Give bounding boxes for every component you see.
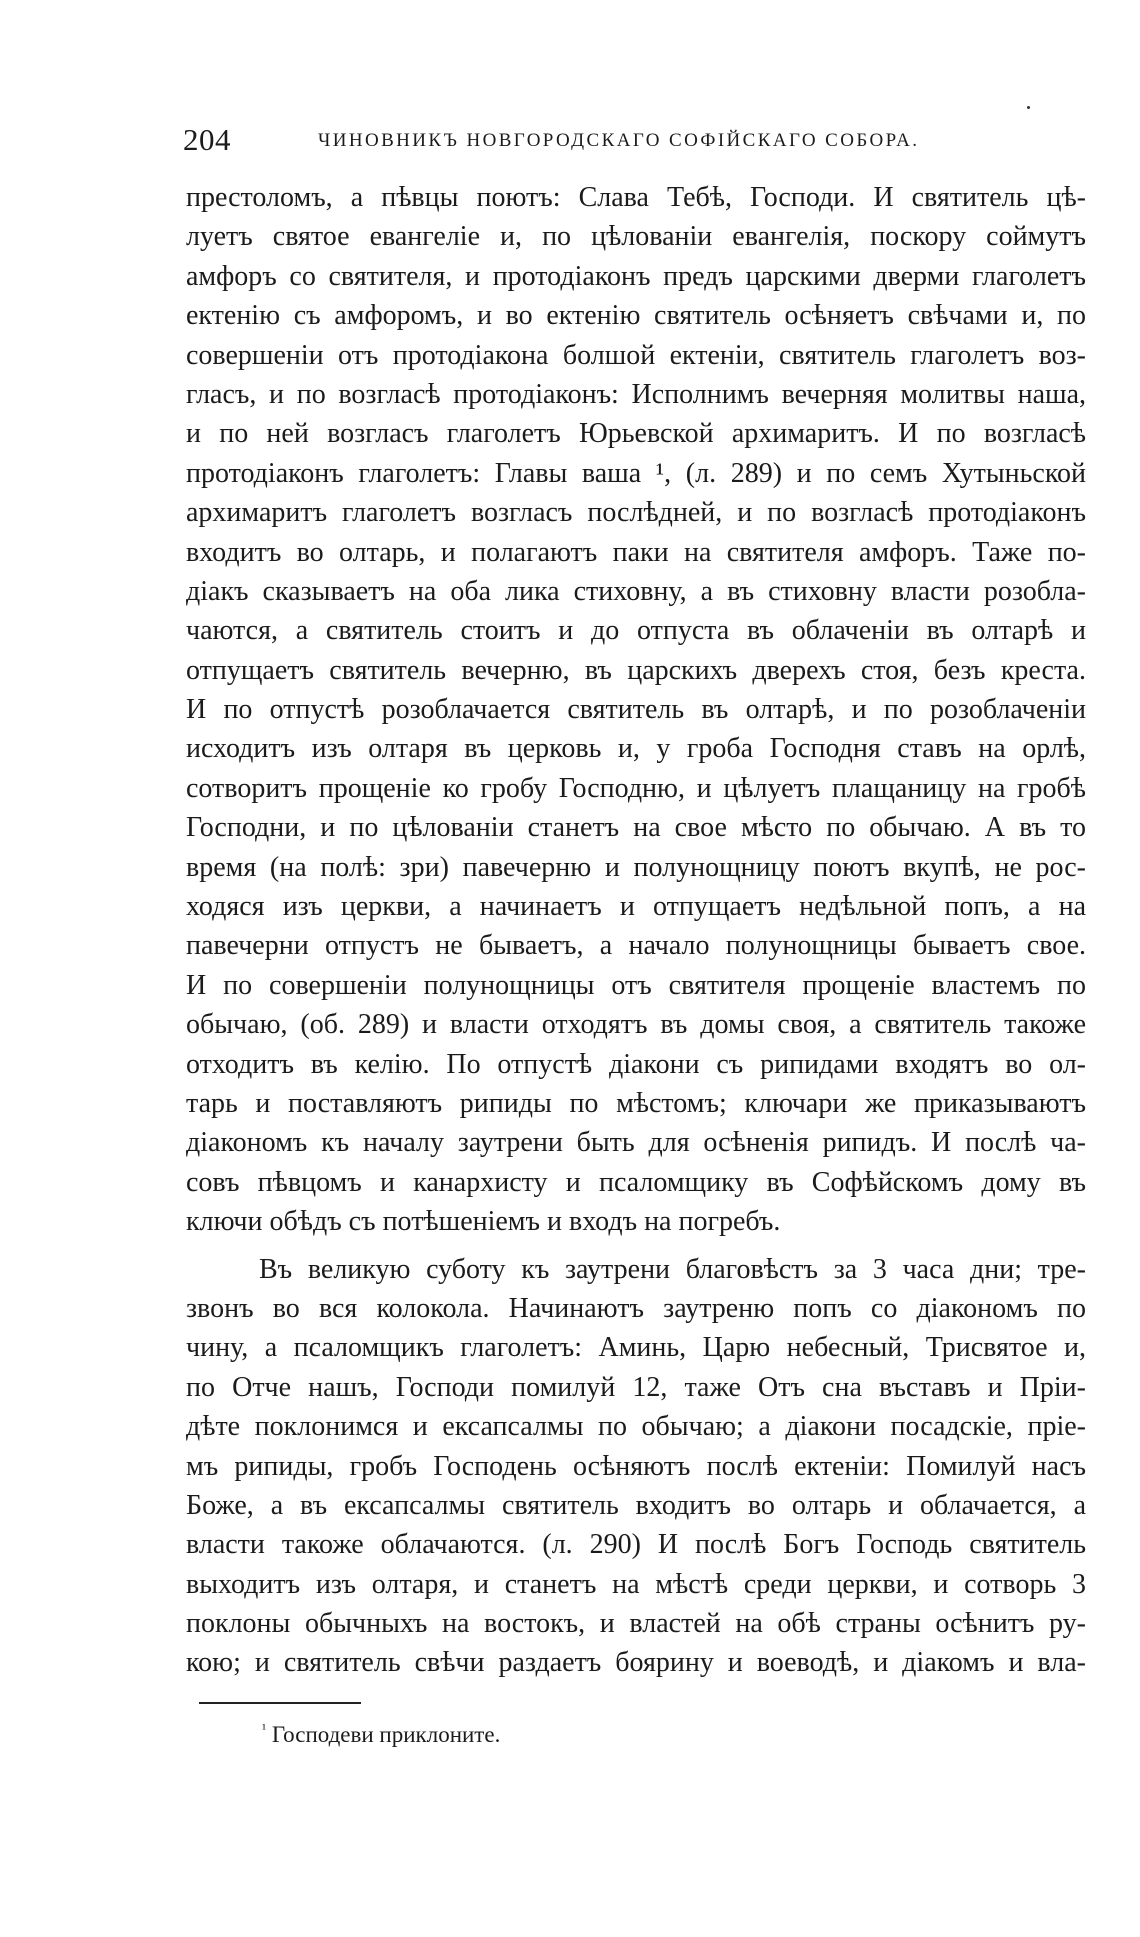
- text-line: исходитъ изъ олтаря въ церковь и, у гроба Господня ставъ на орлѣ,: [186, 733, 1086, 765]
- text-line: выходитъ изъ олтаря, и станетъ на мѣстѣ среди церкви, и сотворь 3: [186, 1568, 1086, 1600]
- text-line: обычаю, (об. 289) и власти отходятъ въ домы своя, а святитель такоже: [186, 1009, 1086, 1041]
- footnote-divider: [199, 1702, 361, 1704]
- text-line: діакъ сказываетъ на оба лика стиховну, а въ стиховну власти розобла-: [186, 575, 1086, 607]
- text-line: луетъ святое евангеліе и, по цѣлованіи евангелія, поскору соймутъ: [186, 221, 1086, 253]
- footnote-text: Господеви приклоните.: [271, 1722, 501, 1747]
- body-text: [186, 178, 1086, 1683]
- text-line: И по совершеніи полунощницы отъ святителя прощеніе властемъ по: [186, 969, 1086, 1001]
- text-line: Въ великую суботу къ заутрени благовѣстъ за 3 часа дни; тре-: [259, 1253, 1086, 1285]
- print-speck: [1027, 106, 1030, 109]
- running-title: ЧИНОВНИКЪ НОВГОРОДСКАГО СОФІЙСКАГО СОБОРА.: [318, 130, 920, 151]
- text-line: кою; и святитель свѣчи раздаетъ боярину и воеводѣ, и діакомъ и вла-: [186, 1647, 1086, 1679]
- text-line: гласъ, и по возгласѣ протодіаконъ: Исполнимъ вечерняя молитвы наша,: [186, 378, 1086, 410]
- text-line: протодіаконъ глаголетъ: Главы ваша ¹, (л. 289) и по семъ Хутыньской: [186, 457, 1086, 489]
- page-header: [183, 122, 1090, 162]
- text-line: чину, а псаломщикъ глаголетъ: Аминь, Царю небесный, Трисвятое и,: [186, 1332, 1086, 1364]
- paragraph-1: [186, 178, 1086, 1242]
- text-line: діакономъ къ началу заутрени быть для осѣненія рипидъ. И послѣ ча-: [186, 1127, 1086, 1159]
- page-number: 204: [183, 122, 231, 157]
- text-line: входитъ во олтарь, и полагаютъ паки на святителя амфоръ. Таже по-: [186, 536, 1086, 568]
- text-line: по Отче нашъ, Господи помилуй 12, таже Отъ сна въставъ и Пріи-: [186, 1371, 1086, 1403]
- paragraph-2: [186, 1250, 1086, 1683]
- text-line: амфоръ со святителя, и протодіаконъ предъ царскими дверми глаголетъ: [186, 260, 1086, 292]
- text-line: павечерни отпустъ не бываетъ, а начало полунощницы бываетъ свое.: [186, 930, 1086, 962]
- text-line: поклоны обычныхъ на востокъ, и властей на обѣ страны осѣнитъ ру-: [186, 1608, 1086, 1640]
- footnote: [262, 1722, 500, 1748]
- text-line: И по отпустѣ розоблачается святитель въ олтарѣ, и по розоблаченіи: [186, 694, 1086, 726]
- text-line: отходитъ въ келію. По отпустѣ діакони съ рипидами входятъ во ол-: [186, 1048, 1086, 1080]
- text-line: престоломъ, а пѣвцы поютъ: Слава Тебѣ, Господи. И святитель цѣ-: [186, 182, 1086, 213]
- text-line: власти такоже облачаются. (л. 290) И послѣ Богъ Господь святитель: [186, 1529, 1086, 1561]
- text-line: ектенію съ амфоромъ, и во ектенію святитель осѣняетъ свѣчами и, по: [186, 300, 1086, 332]
- text-line: совъ пѣвцомъ и канархисту и псаломщику въ Софѣйскомъ дому въ: [186, 1166, 1086, 1198]
- text-line: совершеніи отъ протодіакона болшой ектеніи, святитель глаголетъ воз-: [186, 339, 1086, 371]
- text-line: сотворитъ прощеніе ко гробу Господню, и цѣлуетъ плащаницу на гробѣ: [186, 772, 1086, 804]
- text-line: и по ней возгласъ глаголетъ Юрьевской архимаритъ. И по возгласѣ: [186, 418, 1086, 450]
- text-line: архимаритъ глаголетъ возгласъ послѣдней, и по возгласѣ протодіаконъ: [186, 497, 1086, 529]
- text-line: чаются, а святитель стоитъ и до отпуста въ облаченіи въ олтарѣ и: [186, 615, 1086, 647]
- text-line: время (на полѣ: зри) павечерню и полунощницу поютъ вкупѣ, не рос-: [186, 851, 1086, 883]
- text-line: Боже, а въ ексапсалмы святитель входитъ во олтарь и облачается, а: [186, 1489, 1086, 1521]
- text-line: тарь и поставляютъ рипиды по мѣстомъ; ключари же приказываютъ: [186, 1087, 1086, 1119]
- text-line: мъ рипиды, гробъ Господень осѣняютъ послѣ ектеніи: Помилуй насъ: [186, 1450, 1086, 1482]
- text-line: дѣте поклонимся и ексапсалмы по обычаю; а діакони посадскіе, пріе-: [186, 1411, 1086, 1443]
- text-line: ключи обѣдъ съ потѣшеніемъ и входъ на погребъ.: [186, 1206, 781, 1238]
- text-line: звонъ во вся колокола. Начинаютъ заутреню попъ со діакономъ по: [186, 1292, 1086, 1324]
- text-line: Господни, и по цѣлованіи станетъ на свое мѣсто по обычаю. А въ то: [186, 812, 1086, 844]
- text-line: отпущаетъ святитель вечерню, въ царскихъ дверехъ стоя, безъ креста.: [186, 654, 1086, 686]
- footnote-marker: ¹: [262, 1721, 267, 1737]
- text-line: ходяся изъ церкви, а начинаетъ и отпущаетъ недѣльной попъ, а на: [186, 891, 1086, 923]
